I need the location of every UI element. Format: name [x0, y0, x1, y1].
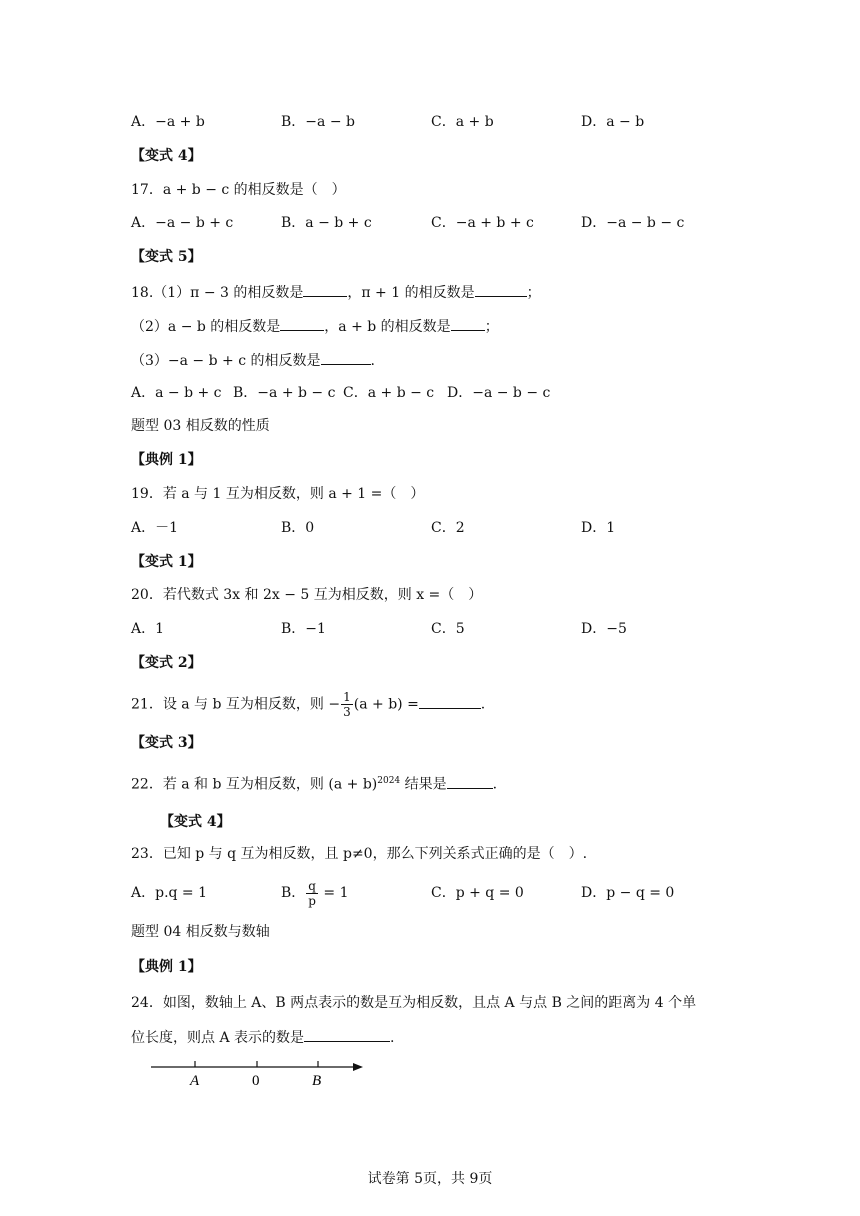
q18-option-a: A．a − b + c: [131, 385, 222, 401]
answer-blank: [447, 774, 493, 789]
q18-part2-text-a: （2）a − b 的相反数是: [131, 319, 281, 335]
q16-option-d: D．a − b: [581, 114, 645, 130]
answer-blank: [321, 350, 371, 365]
fraction-denominator: p: [308, 893, 316, 908]
fraction: [306, 879, 318, 908]
q18-option-c: C．a + b − c: [343, 385, 435, 401]
q19-option-c: C．2: [431, 520, 465, 536]
variant-heading: 【变式 5】: [131, 249, 202, 265]
question-18-part3: （3）−a − b + c 的相反数是 .: [131, 350, 375, 371]
question-19: 19．若 a 与 1 互为相反数，则 a + 1 =（ ）: [131, 486, 425, 502]
q20-option-c: C．5: [431, 621, 465, 637]
q20-option-d: D．−5: [581, 621, 627, 637]
q19-option-b: B．0: [281, 520, 315, 536]
q19-option-d: D．1: [581, 520, 616, 536]
q16-option-a: A．−a + b: [131, 114, 205, 130]
q18-part3-text: （3）−a − b + c 的相反数是: [131, 353, 321, 369]
q23-option-a: A．p.q = 1: [131, 885, 208, 901]
answer-blank: [280, 316, 324, 331]
q23-option-d: D．p − q = 0: [581, 885, 675, 901]
q16-option-b: B．−a − b: [281, 114, 355, 130]
variant-heading: 【变式 1】: [131, 554, 202, 570]
exponent: 2024: [377, 776, 401, 786]
q17-option-a: A．−a − b + c: [131, 215, 234, 231]
label-a: A: [190, 1073, 200, 1089]
answer-blank: [419, 694, 481, 709]
variant-heading: 【变式 4】: [131, 148, 202, 164]
q20-option-b: B．−1: [281, 621, 326, 637]
question-24-line1: 24．如图，数轴上 A、B 两点表示的数是互为相反数，且点 A 与点 B 之间的距离为 4 个单: [131, 995, 697, 1011]
q23-option-b: [281, 874, 349, 912]
answer-blank: [304, 1027, 390, 1042]
q18-part1-text-a: 18.（1）π − 3 的相反数是: [131, 285, 304, 301]
variant-heading: 【变式 3】: [131, 735, 202, 751]
q19-option-a: A．－1: [131, 520, 179, 536]
q23-option-c: C．p + q = 0: [431, 885, 524, 901]
label-zero: 0: [252, 1073, 260, 1089]
q23-option-b-tail: = 1: [318, 885, 349, 901]
question-18-part1: 18.（1）π − 3 的相反数是 ，π + 1 的相反数是 ；: [131, 282, 541, 303]
q18-option-b: B．−a + b − c: [233, 385, 336, 401]
fraction-numerator: 1: [343, 690, 351, 704]
example-heading: 【典例 1】: [131, 959, 202, 975]
q23-option-b-label: B．: [281, 885, 306, 901]
question-22: 22．若 a 和 b 互为相反数，则 $(a + b)^{2024}$ 结果是 .: [131, 771, 497, 795]
q18-option-d: D．−a − b − c: [447, 385, 551, 401]
q18-part2-text-b: ，a + b 的相反数是: [324, 319, 451, 335]
fraction-denominator: 3: [343, 705, 351, 719]
question-18-part2: （2）a − b 的相反数是 ，a + b 的相反数是 ；: [131, 316, 499, 337]
question-24-line2: 位长度，则点 A 表示的数是 .: [131, 1027, 394, 1048]
q22-text-b: 结果是: [400, 776, 447, 793]
answer-blank: [475, 282, 527, 297]
question-17: 17．a + b − c 的相反数是（ ）: [131, 182, 346, 198]
q22-text-a: 22．若 a 和 b 互为相反数，则 (a + b): [131, 776, 378, 793]
fraction-numerator: q: [308, 878, 316, 893]
q16-option-c: C．a + b: [431, 114, 494, 130]
section-heading-04: 题型 04 相反数与数轴: [131, 924, 270, 940]
variant-heading: 【变式 4】: [160, 814, 231, 830]
q18-part1-text-b: ，π + 1 的相反数是: [347, 285, 475, 301]
q20-option-a: A．1: [131, 621, 165, 637]
q17-option-c: C．−a + b + c: [431, 215, 534, 231]
section-heading-03: 题型 03 相反数的性质: [131, 418, 270, 434]
q17-option-b: B．a − b + c: [281, 215, 372, 231]
q17-option-d: D．−a − b − c: [581, 215, 685, 231]
page-footer: 试卷第 5页，共 9页: [367, 1171, 493, 1187]
question-23: 23．已知 p 与 q 互为相反数，且 p≠0，那么下列关系式正确的是（ ）.: [131, 846, 588, 862]
question-21: 21．设 a 与 b 互为相反数，则 − $\frac{1}{3}$ (a + b) = .: [131, 690, 486, 719]
answer-blank: [451, 316, 485, 331]
number-line-figure: [145, 1055, 375, 1095]
answer-blank: [303, 282, 347, 297]
variant-heading: 【变式 2】: [131, 655, 202, 671]
label-b: B: [312, 1073, 322, 1089]
q24-text: 位长度，则点 A 表示的数是: [131, 1030, 305, 1046]
number-line-arrow: [353, 1063, 363, 1071]
q21-text-a: 21．设 a 与 b 互为相反数，则 −: [131, 696, 341, 713]
q21-text-b: (a + b) =: [353, 696, 419, 713]
example-heading: 【典例 1】: [131, 452, 202, 468]
question-20: 20．若代数式 3x 和 2x − 5 互为相反数，则 x =（ ）: [131, 587, 483, 603]
fraction: [341, 690, 353, 719]
